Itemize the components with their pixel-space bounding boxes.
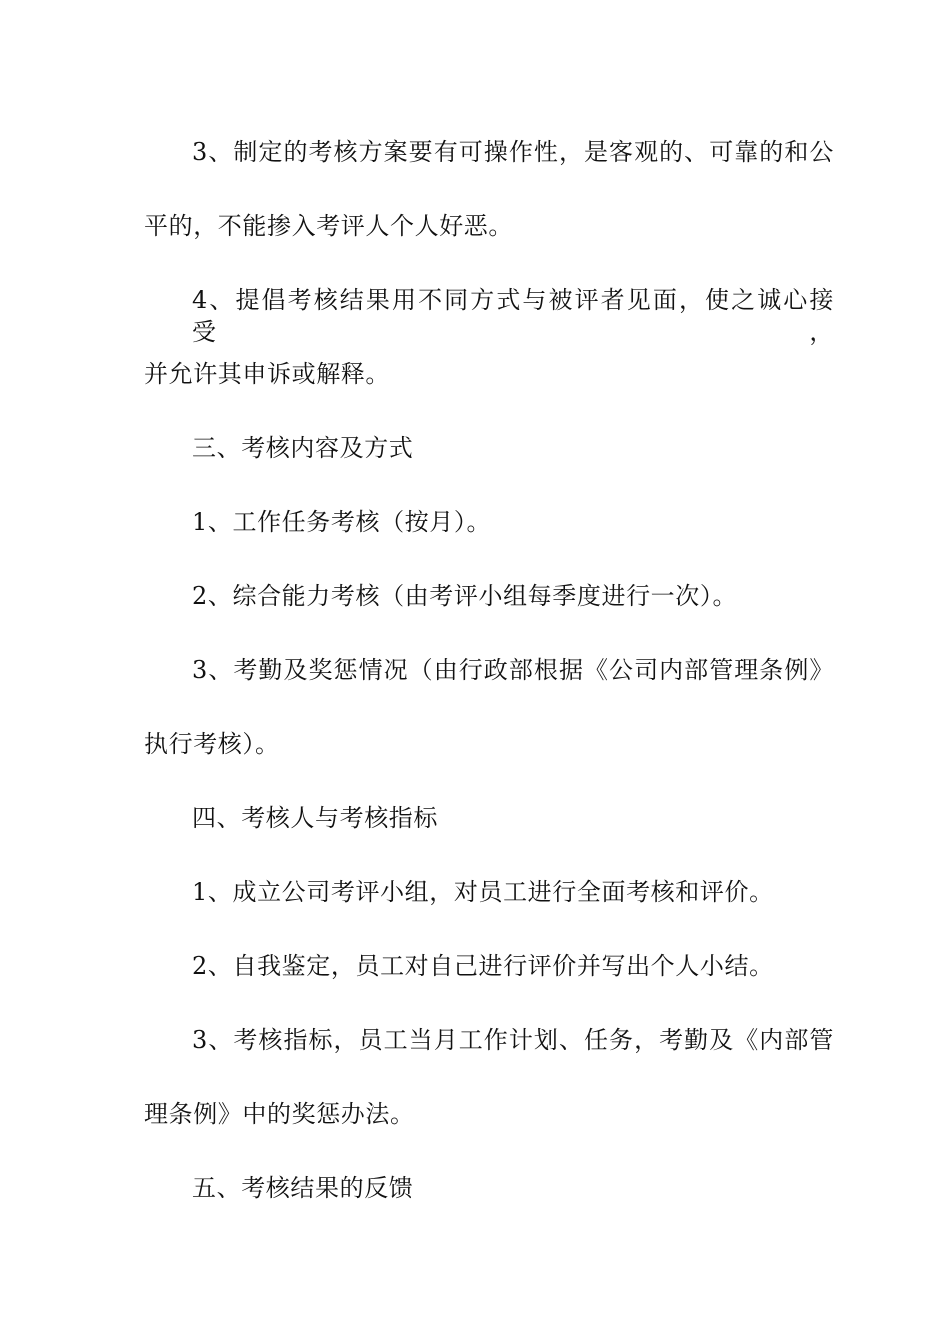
list-item-4: 1、成立公司考评小组，对员工进行全面考核和评价。	[192, 878, 774, 906]
section-heading-5: 五、考核结果的反馈	[192, 1174, 414, 1202]
list-item-6-line-2: 理条例》中的奖惩办法。	[144, 1100, 415, 1128]
list-item-5: 2、自我鉴定，员工对自己进行评价并写出个人小结。	[192, 952, 774, 980]
list-item-3-line-2: 执行考核）。	[144, 730, 280, 758]
list-item-2: 2、综合能力考核（由考评小组每季度进行一次）。	[192, 582, 738, 610]
paragraph-2-line-2: 并允许其申诉或解释。	[144, 360, 390, 388]
list-item-6-line-1: 3、考核指标，员工当月工作计划、任务，考勤及《内部管	[192, 1026, 834, 1054]
section-heading-4: 四、考核人与考核指标	[192, 804, 438, 832]
paragraph-1-line-1: 3、制定的考核方案要有可操作性，是客观的、可靠的和公	[192, 138, 834, 166]
section-heading-3: 三、考核内容及方式	[192, 434, 414, 462]
paragraph-1-line-2: 平的，不能掺入考评人个人好恶。	[144, 212, 513, 240]
list-item-3-line-1: 3、考勤及奖惩情况（由行政部根据《公司内部管理条例》	[192, 656, 834, 684]
paragraph-2-line-1: 4、提倡考核结果用不同方式与被评者见面，使之诚心接受，	[192, 286, 834, 346]
list-item-1: 1、工作任务考核（按月）。	[192, 508, 492, 536]
